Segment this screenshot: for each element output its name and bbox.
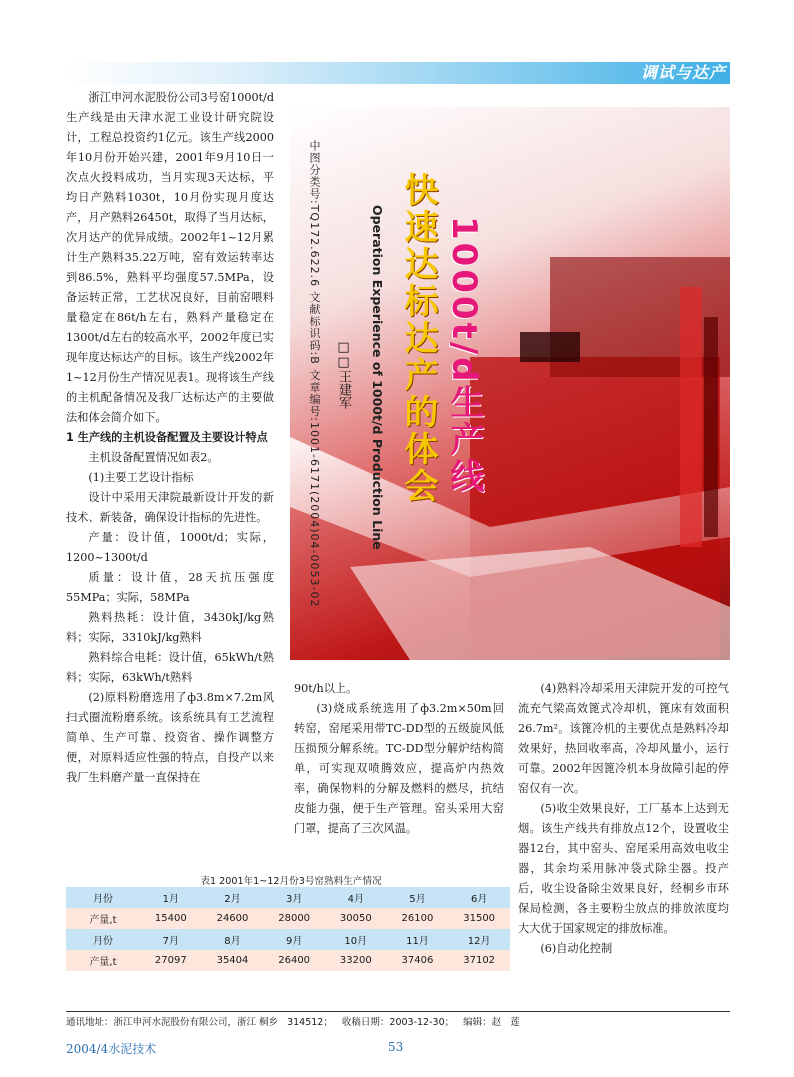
spec-item: 质量：设计值，28天抗压强度55MPa；实际，58MPa [66, 571, 274, 604]
table-row [66, 887, 510, 908]
month-cell: 8月 [202, 929, 264, 950]
month-cell: 7月 [140, 929, 202, 950]
paragraph: 浙江申河水泥股份公司3号窑1000t/d生产线是由天津水泥工业设计研究院设计，工程总投资约1亿元。该生产线2000年10月份开始兴建，2001年9月10日一次点火投料成功，当月实现3天达标，平均日产熟料1030t，10月份实现月度达产，月产熟料26450t，取得了当月达标，次月达产的优异成绩。2002年1~12月累计生产熟料35.22万吨，窑有效运转率达到86.5%，熟料平均强度57.5MPa，设备运转正常，工艺状况良好，目前窑喂料量稳定在86t/h左右，熟料产量稳定在1300t/d左右的较高水平，2002年度已实现年度达标达产的目标。该生产线2002年1~12月份生产情况见表1。现将该生产线的主机配备情况及我厂达标达产的主要做法和体会简介如下。 [66, 91, 274, 424]
header-band [66, 62, 730, 84]
spec-item: 熟料热耗：设计值，3430kJ/kg熟料；实际，3310kJ/kg熟料 [66, 611, 274, 644]
table-row [66, 929, 510, 950]
paragraph: (4)熟料冷却采用天津院开发的可控气流充气梁高效篦式冷却机，篦床有效面积26.7m²。该篦冷机的主要优点是熟料冷却效果好，热回收率高，冷却风量小，运行可靠。2002年因篦冷机本身故障引起的停窑仅有一次。 [518, 682, 729, 795]
author: □□王建军 [336, 340, 351, 409]
month-cell: 4月 [325, 887, 387, 908]
row-label: 产量,t [66, 950, 140, 971]
title-line-2: 快速达标达产的体会 [398, 172, 438, 505]
table-row [66, 950, 510, 971]
month-cell: 3月 [263, 887, 325, 908]
title-line-1: 1000t/d生产线 [444, 216, 484, 496]
output-cell: 30050 [325, 908, 387, 929]
output-cell: 15400 [140, 908, 202, 929]
row-label: 月份 [66, 929, 140, 950]
artwork-graphic [290, 107, 730, 660]
classification-line: 中图分类号:TQ172.622.6 文献标识码:B 文章编号:1001-6171(2004)04-0053-02 [308, 140, 321, 608]
month-cell: 2月 [202, 887, 264, 908]
output-cell: 37102 [448, 950, 510, 971]
paragraph: 主机设备配置情况如表2。 [88, 451, 219, 464]
paragraph: 90t/h以上。 [294, 682, 358, 695]
output-cell: 26400 [263, 950, 325, 971]
english-title: Operation Experience of 1000t/d Production Line [370, 205, 385, 550]
journal-issue: 2004/4水泥技术 [66, 1042, 157, 1056]
spec-item: 产量：设计值，1000t/d；实际，1200~1300t/d [66, 531, 274, 564]
output-cell: 33200 [325, 950, 387, 971]
title-artwork [290, 107, 730, 660]
month-cell: 9月 [263, 929, 325, 950]
output-cell: 28000 [263, 908, 325, 929]
month-cell: 1月 [140, 887, 202, 908]
paragraph: (3)烧成系统选用了ф3.2m×50m回转窑，窑尾采用带TC-DD型的五级旋风低压损预分解系统。TC-DD型分解炉结构简单，可实现双喷腾效应，提高炉内热效率，确保物料的分解及燃料的燃尽，抗结皮能力强，便于生产管理。窑头采用大窑门罩，提高了三次风温。 [294, 702, 504, 835]
month-cell: 5月 [387, 887, 449, 908]
paragraph: 设计中采用天津院最新设计开发的新技术、新装备，确保设计指标的先进性。 [66, 491, 274, 524]
output-cell: 37406 [387, 950, 449, 971]
row-label: 产量,t [66, 908, 140, 929]
body-column-left [66, 88, 274, 788]
row-label: 月份 [66, 887, 140, 908]
table-caption: 表1 2001年1~12月份3号窑熟料生产情况 [200, 876, 382, 887]
section-heading: 1 生产线的主机设备配置及主要设计特点 [66, 431, 268, 444]
body-column-right [518, 679, 729, 959]
footnote-divider [66, 1011, 730, 1012]
footnote: 通讯地址：浙江申河水泥股份有限公司，浙江 桐乡 314512； 收稿日期：2003-12-30； 编辑：赵 莲 [66, 1017, 520, 1028]
subheading: (1)主要工艺设计指标 [88, 471, 194, 484]
body-column-middle [294, 679, 504, 839]
output-cell: 35404 [202, 950, 264, 971]
month-cell: 11月 [387, 929, 449, 950]
paragraph: (2)原料粉磨选用了ф3.8m×7.2m风扫式圈流粉磨系统。该系统具有工艺流程简单、生产可靠、投资省、操作调整方便，对原料适应性强的特点，自投产以来我厂生料磨产量一直保持在 [66, 691, 274, 784]
output-cell: 26100 [387, 908, 449, 929]
production-table [66, 887, 510, 971]
page-number: 53 [388, 1040, 404, 1054]
month-cell: 6月 [448, 887, 510, 908]
output-cell: 27097 [140, 950, 202, 971]
spec-item: 熟料综合电耗：设计值，65kWh/t熟料；实际，63kWh/t熟料 [66, 651, 274, 684]
month-cell: 12月 [448, 929, 510, 950]
output-cell: 31500 [448, 908, 510, 929]
table-row [66, 908, 510, 929]
paragraph: (5)收尘效果良好，工厂基本上达到无烟。该生产线共有排放点12个，设置收尘器12台，其中窑头、窑尾采用高效电收尘器，其余均采用脉冲袋式除尘器。投产后，收尘设备除尘效果良好，经桐乡市环保局检测，各主要粉尘放点的排放浓度均大大优于国家规定的排放标准。 [518, 802, 729, 935]
output-cell: 24600 [202, 908, 264, 929]
section-tag: 调试与达产 [640, 63, 726, 82]
month-cell: 10月 [325, 929, 387, 950]
paragraph: (6)自动化控制 [540, 942, 613, 955]
